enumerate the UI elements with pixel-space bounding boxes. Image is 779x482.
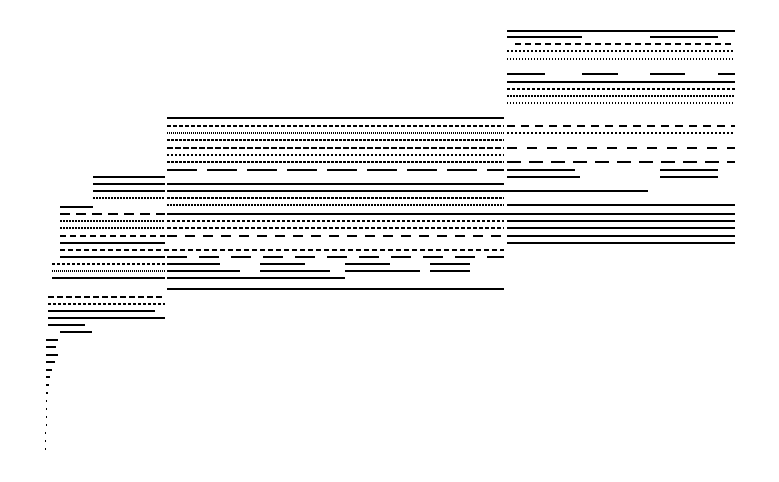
- diagram-rows: [45, 31, 735, 449]
